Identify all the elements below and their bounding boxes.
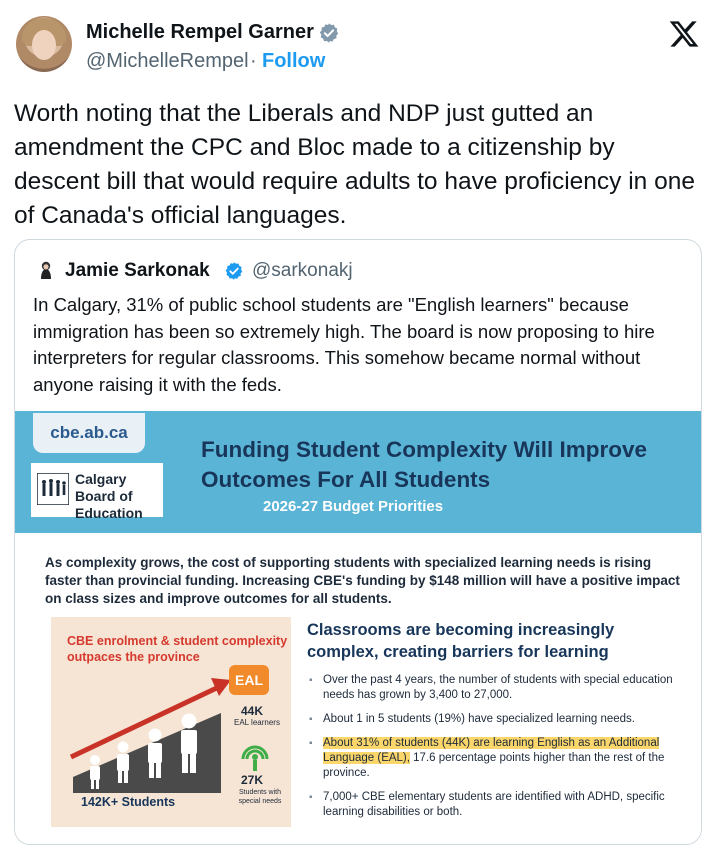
cbe-url: cbe.ab.ca (33, 413, 145, 453)
follow-button[interactable]: Follow (262, 50, 326, 72)
infographic-image[interactable] (15, 411, 702, 845)
bullet-item: ▪ Over the past 4 years, the number of students with special education needs has grown by 3,400 to 27,000. (309, 673, 689, 703)
verified-badge-icon (318, 22, 340, 44)
quoted-tweet[interactable] (14, 239, 702, 845)
special-needs-sub: Students with special needs (238, 789, 282, 805)
bullet-item (309, 736, 689, 781)
special-needs-icon (243, 747, 267, 771)
quoted-handle[interactable]: @sarkonakj (252, 260, 353, 281)
complexity-bullets (309, 673, 689, 829)
banner (15, 411, 702, 533)
cbe-logo (31, 463, 163, 521)
author-name[interactable]: Michelle Rempel Garner (86, 21, 314, 43)
bullet-item: ▪ 7,000+ CBE elementary students are identified with ADHD, specific learning disabilities or both. (309, 790, 689, 820)
infographic-intro: As complexity grows, the cost of supporting students with specialized learning needs is rising faster than provincial funding. Increasing CBE's funding by $148 million will have a positive impact on class sizes and improve outcomes for all students. (45, 555, 680, 606)
avatar[interactable] (16, 16, 72, 72)
quoted-text: In Calgary, 31% of public school students are "English learners" because immigration has been so extremely high. The board is now proposing to hire interpreters for regular classrooms. This somehow became normal without anyone raising it with the feds. (33, 294, 655, 395)
eal-sub: EAL learners (234, 718, 280, 727)
highlighted-text: About 31% of students (44K) are learning English as an Additional Language (EAL), (323, 737, 660, 764)
eal-badge-icon: EAL (229, 665, 269, 695)
special-needs-count: 27K (241, 773, 264, 787)
cbe-name: Calgary Board of Education (75, 471, 143, 521)
x-logo-icon[interactable] (668, 18, 700, 50)
bullet-rest: 17.6 percentage points higher than the rest of the province. (323, 752, 665, 779)
quoted-author-name[interactable]: Jamie Sarkonak (65, 260, 210, 281)
handle-separator: · (250, 50, 257, 72)
students-total: 142K+ Students (81, 795, 176, 809)
complexity-graphic (51, 617, 291, 827)
infographic-title: Funding Student Complexity Will Improve Outcomes For All Students (201, 437, 648, 492)
cbe-logo-icon (37, 473, 69, 505)
tweet-text: Worth noting that the Liberals and NDP just gutted an amendment the CPC and Bloc made to a citizenship by descent bill that would require adults to have proficiency in one of Canada's official languages. (14, 100, 695, 229)
eal-count: 44K (241, 704, 264, 718)
chart-title: CBE enrolment & student complexity outpaces the province (67, 634, 288, 664)
infographic-subtitle: 2026-27 Budget Priorities (263, 498, 444, 515)
quoted-verified-badge-icon (224, 261, 244, 281)
bullet-item: ▪ About 1 in 5 students (19%) have specialized learning needs. (309, 712, 689, 727)
quoted-avatar[interactable] (35, 259, 57, 281)
complexity-heading: Classrooms are becoming increasingly complex, creating barriers for learning (307, 621, 615, 661)
author-handle[interactable]: @MichelleRempel (86, 50, 249, 72)
